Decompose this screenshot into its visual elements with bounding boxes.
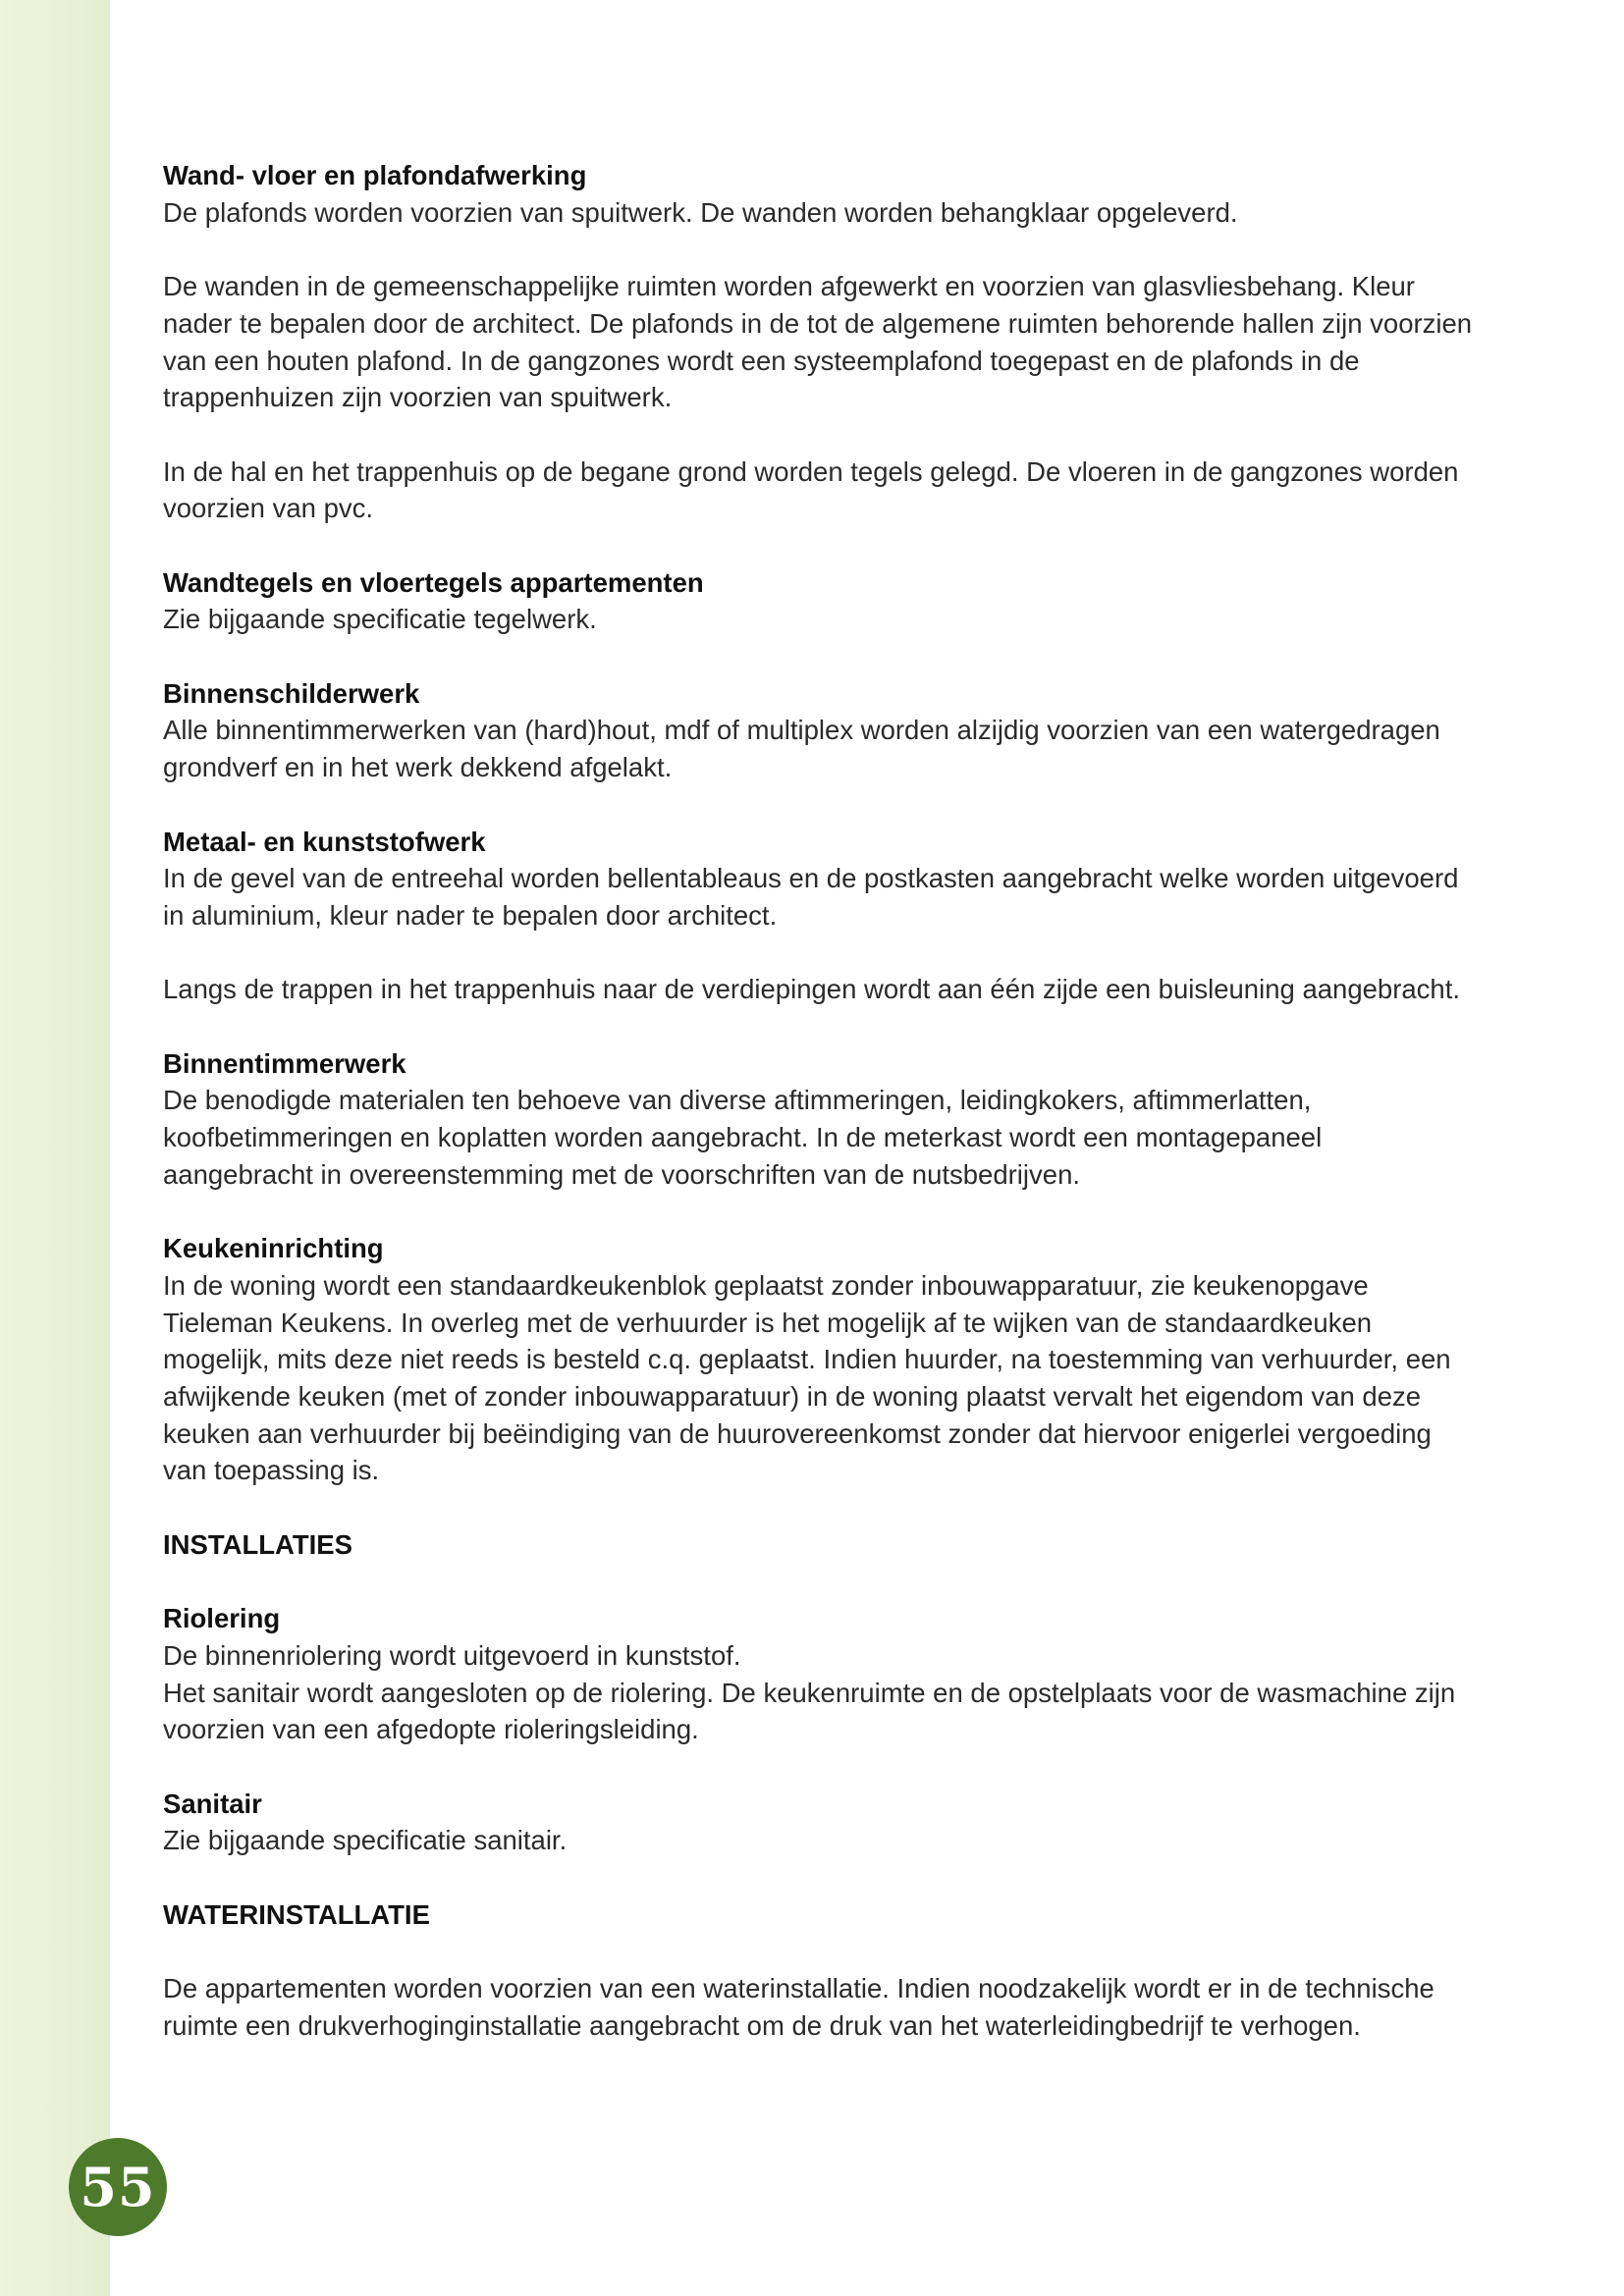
- paragraph: Alle binnentimmerwerken van (hard)hout, mdf of multiplex worden alzijdig voorzien van een watergedragen grondverf en in het werk dekkend afgelakt.: [163, 715, 1440, 783]
- paragraph: Zie bijgaande specificatie sanitair.: [163, 1825, 568, 1856]
- heading-sanitair: Sanitair: [163, 1788, 262, 1819]
- paragraph: De binnenriolering wordt uitgevoerd in kunststof.: [163, 1639, 741, 1671]
- heading-metaal: Metaal- en kunststofwerk: [163, 826, 486, 857]
- heading-installaties: INSTALLATIES: [163, 1528, 352, 1560]
- paragraph: De wanden in de gemeenschappelijke ruimten worden afgewerkt en voorzien van glasvliesbehang. Kleur nader te bepalen door de architect. De plafonds in de tot de algemene ruimten behorende hallen zijn voorzien van een houten plafond. In de gangzones wordt een systeemplafond toegepast en de plafonds in de trappenhuizen zijn voorzien van spuitwerk.: [163, 271, 1473, 413]
- paragraph: Zie bijgaande specificatie tegelwerk.: [163, 604, 597, 635]
- paragraph: De plafonds worden voorzien van spuitwerk. De wanden worden behangklaar opgeleverd.: [163, 196, 1238, 228]
- heading-keuken: Keukeninrichting: [163, 1233, 384, 1264]
- heading-waterinstallatie: WATERINSTALLATIE: [163, 1898, 430, 1930]
- heading-wand: Wand- vloer en plafondafwerking: [163, 160, 587, 190]
- page-number-badge: [69, 2138, 167, 2236]
- paragraph: De appartementen worden voorzien van een waterinstallatie. Indien noodzakelijk wordt er in de technische ruimte een drukverhoginginstallatie aangebracht om de druk van het waterleidingbedrijf te verhogen.: [163, 1973, 1435, 2041]
- heading-schilderwerk: Binnenschilderwerk: [163, 677, 420, 709]
- paragraph: In de hal en het trappenhuis op de begane grond worden tegels gelegd. De vloeren in de gangzones worden voorzien van pvc.: [163, 455, 1459, 524]
- document-body: [163, 157, 1479, 2081]
- paragraph: De benodigde materialen ten behoeve van diverse aftimmeringen, leidingkokers, aftimmerlatten, koofbetimmeringen en koplatten worden aangebracht. In de meterkast wordt een montagepaneel aangebracht in overeenstemming met de voorschriften van de nutsbedrijven.: [163, 1085, 1323, 1190]
- heading-riolering: Riolering: [163, 1603, 281, 1634]
- page-number: 55: [80, 2156, 156, 2218]
- side-band: [0, 0, 110, 2296]
- paragraph: In de woning wordt een standaardkeukenblok geplaatst zonder inbouwapparatuur, zie keukenopgave Tieleman Keukens. In overleg met de verhuurder is het mogelijk af te wijken van de standaardkeuken mogelijk, mits deze niet reeds is besteld c.q. geplaatst. Indien huurder, na toestemming van verhuurder, een afwijkende keuken (met of zonder inbouwapparatuur) in de woning plaatst vervalt het eigendom van deze keuken aan verhuurder bij beëindiging van de huurovereenkomst zonder dat hiervoor enigerlei vergoeding van toepassing is.: [163, 1269, 1451, 1486]
- paragraph: Het sanitair wordt aangesloten op de riolering. De keukenruimte en de opstelplaats voor de wasmachine zijn voorzien van een afgedopte rioleringsleiding.: [163, 1677, 1456, 1745]
- heading-tegels: Wandtegels en vloertegels appartementen: [163, 566, 704, 598]
- paragraph: Langs de trappen in het trappenhuis naar de verdiepingen wordt aan één zijde een buisleuning aangebracht.: [163, 974, 1460, 1005]
- paragraph: In de gevel van de entreehal worden bellentableaus en de postkasten aangebracht welke worden uitgevoerd in aluminium, kleur nader te bepalen door architect.: [163, 863, 1459, 931]
- heading-timmerwerk: Binnentimmerwerk: [163, 1047, 406, 1079]
